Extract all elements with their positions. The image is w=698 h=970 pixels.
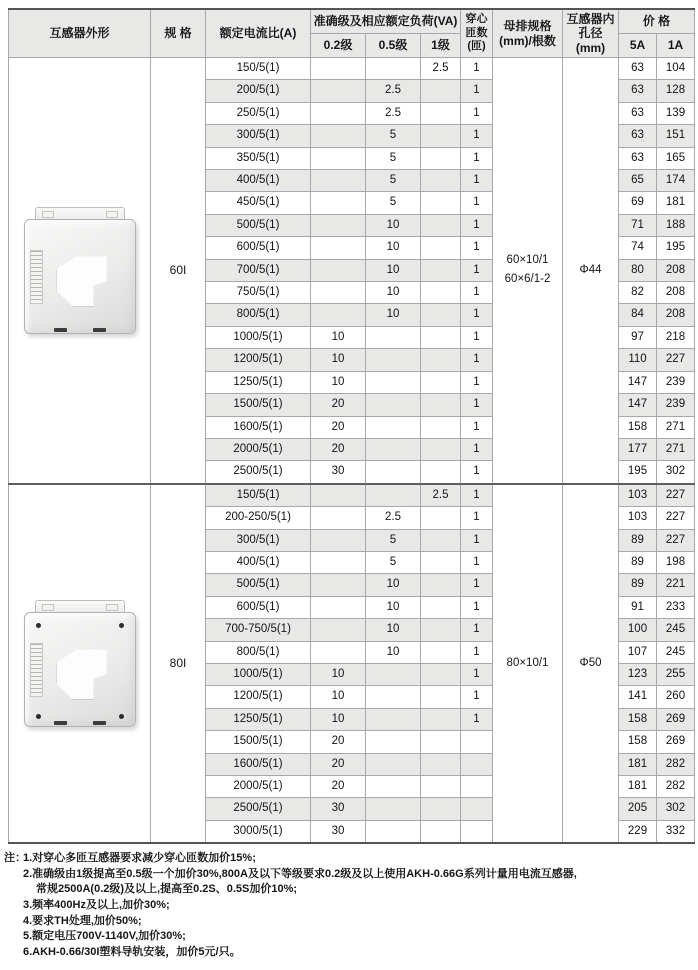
ratio-cell: 150/5(1)	[206, 484, 311, 507]
acc-1-cell	[421, 125, 461, 147]
price-1a-cell: 221	[657, 574, 695, 596]
turns-cell: 1	[461, 214, 493, 236]
acc-02-cell	[311, 529, 366, 551]
price-5a-cell: 181	[619, 776, 657, 798]
acc-1-cell	[421, 349, 461, 371]
turns-cell: 1	[461, 125, 493, 147]
acc-1-cell	[421, 663, 461, 685]
ratio-cell: 500/5(1)	[206, 574, 311, 596]
price-5a-cell: 71	[619, 214, 657, 236]
acc-1-cell	[421, 820, 461, 843]
ratio-cell: 1600/5(1)	[206, 753, 311, 775]
note-line: 常规2500A(0.2级)及以上,提高至0.2S、0.5S加价10%;	[36, 883, 298, 896]
notes-lines	[23, 851, 698, 960]
bore-cell: Φ44	[563, 58, 619, 484]
acc-05-cell: 10	[366, 304, 421, 326]
note-line: 6.AKH-0.66/30I塑料导轨安装，加价5元/只。	[23, 945, 241, 958]
acc-02-cell	[311, 507, 366, 529]
ratio-cell: 350/5(1)	[206, 147, 311, 169]
price-5a-cell: 107	[619, 641, 657, 663]
acc-02-cell: 30	[311, 461, 366, 484]
busbar-line: 80×10/1	[506, 656, 549, 669]
acc-1-cell	[421, 574, 461, 596]
price-1a-cell: 255	[657, 663, 695, 685]
price-5a-cell: 123	[619, 663, 657, 685]
price-1a-cell: 282	[657, 776, 695, 798]
transformer-foot	[54, 328, 67, 332]
price-1a-cell: 104	[657, 58, 695, 80]
turns-cell	[461, 776, 493, 798]
price-1a-cell: 302	[657, 461, 695, 484]
acc-1-cell	[421, 237, 461, 259]
price-1a-cell: 269	[657, 731, 695, 753]
acc-05-cell: 2.5	[366, 507, 421, 529]
price-1a-cell: 239	[657, 371, 695, 393]
ratio-cell: 2500/5(1)	[206, 461, 311, 484]
acc-05-cell: 10	[366, 214, 421, 236]
turns-cell: 1	[461, 394, 493, 416]
acc-1-cell	[421, 326, 461, 348]
turns-cell: 1	[461, 663, 493, 685]
acc-02-cell: 10	[311, 686, 366, 708]
price-1a-cell: 218	[657, 326, 695, 348]
price-5a-cell: 63	[619, 80, 657, 102]
price-5a-cell: 141	[619, 686, 657, 708]
acc-1-cell	[421, 282, 461, 304]
price-1a-cell: 227	[657, 349, 695, 371]
table-row	[9, 58, 695, 80]
header-turns: 穿心匝数(匝)	[461, 9, 493, 58]
acc-02-cell	[311, 147, 366, 169]
acc-02-cell	[311, 192, 366, 214]
acc-02-cell	[311, 259, 366, 281]
transformer-photo	[22, 597, 138, 729]
turns-cell	[461, 753, 493, 775]
turns-cell: 1	[461, 461, 493, 484]
price-1a-cell: 271	[657, 416, 695, 438]
acc-05-cell: 10	[366, 619, 421, 641]
ratio-cell: 3000/5(1)	[206, 820, 311, 843]
turns-cell: 1	[461, 304, 493, 326]
price-5a-cell: 65	[619, 170, 657, 192]
acc-05-cell	[366, 394, 421, 416]
price-5a-cell: 147	[619, 394, 657, 416]
transformer-foot	[54, 721, 67, 725]
ratio-cell: 250/5(1)	[206, 102, 311, 124]
acc-1-cell	[421, 708, 461, 730]
acc-1-cell	[421, 551, 461, 573]
acc-1-cell	[421, 170, 461, 192]
price-5a-cell: 97	[619, 326, 657, 348]
turns-cell: 1	[461, 416, 493, 438]
acc-1-cell	[421, 461, 461, 484]
acc-02-cell	[311, 214, 366, 236]
ratio-cell: 2500/5(1)	[206, 798, 311, 820]
turns-cell: 1	[461, 484, 493, 507]
acc-02-cell	[311, 237, 366, 259]
acc-05-cell	[366, 371, 421, 393]
acc-1-cell: 2.5	[421, 484, 461, 507]
acc-05-cell	[366, 663, 421, 685]
acc-1-cell	[421, 80, 461, 102]
acc-1-cell	[421, 416, 461, 438]
turns-cell: 1	[461, 551, 493, 573]
acc-02-cell: 20	[311, 753, 366, 775]
acc-1-cell	[421, 731, 461, 753]
turns-cell	[461, 731, 493, 753]
acc-02-cell: 20	[311, 438, 366, 460]
turns-cell: 1	[461, 58, 493, 80]
price-5a-cell: 181	[619, 753, 657, 775]
price-5a-cell: 158	[619, 731, 657, 753]
note-line: 1.对穿心多匝互感器要求减少穿心匝数加价15%;	[23, 852, 256, 865]
price-5a-cell: 110	[619, 349, 657, 371]
acc-02-cell	[311, 170, 366, 192]
price-1a-cell: 227	[657, 529, 695, 551]
table-row	[9, 484, 695, 507]
acc-1-cell	[421, 529, 461, 551]
acc-05-cell	[366, 708, 421, 730]
acc-05-cell: 5	[366, 125, 421, 147]
price-1a-cell: 260	[657, 686, 695, 708]
acc-02-cell	[311, 125, 366, 147]
acc-05-cell: 10	[366, 282, 421, 304]
acc-1-cell	[421, 686, 461, 708]
price-1a-cell: 208	[657, 304, 695, 326]
acc-02-cell	[311, 596, 366, 618]
price-1a-cell: 151	[657, 125, 695, 147]
price-5a-cell: 91	[619, 596, 657, 618]
turns-cell: 1	[461, 80, 493, 102]
price-1a-cell: 271	[657, 438, 695, 460]
turns-cell: 1	[461, 686, 493, 708]
spec-value: 60I	[151, 58, 206, 484]
transformer-foot	[93, 721, 106, 725]
price-1a-cell: 128	[657, 80, 695, 102]
acc-05-cell: 10	[366, 237, 421, 259]
turns-cell: 1	[461, 596, 493, 618]
ratio-cell: 1200/5(1)	[206, 349, 311, 371]
turns-cell: 1	[461, 349, 493, 371]
acc-05-cell	[366, 776, 421, 798]
acc-02-cell: 20	[311, 776, 366, 798]
price-5a-cell: 177	[619, 438, 657, 460]
acc-1-cell	[421, 753, 461, 775]
turns-cell: 1	[461, 371, 493, 393]
header-acc-02: 0.2级	[311, 34, 366, 58]
price-1a-cell: 195	[657, 237, 695, 259]
price-1a-cell: 181	[657, 192, 695, 214]
catalog-page	[0, 8, 698, 970]
ratio-cell: 1000/5(1)	[206, 326, 311, 348]
acc-05-cell	[366, 438, 421, 460]
acc-02-cell	[311, 102, 366, 124]
transformer-side-label	[30, 250, 43, 304]
turns-cell: 1	[461, 170, 493, 192]
acc-1-cell	[421, 102, 461, 124]
ratio-cell: 450/5(1)	[206, 192, 311, 214]
transformer-side-label	[30, 643, 43, 697]
price-1a-cell: 198	[657, 551, 695, 573]
price-5a-cell: 195	[619, 461, 657, 484]
price-1a-cell: 239	[657, 394, 695, 416]
price-1a-cell: 139	[657, 102, 695, 124]
price-5a-cell: 229	[619, 820, 657, 843]
note-line: 5.额定电压700V-1140V,加价30%;	[23, 930, 186, 943]
turns-cell: 1	[461, 438, 493, 460]
ratio-cell: 400/5(1)	[206, 551, 311, 573]
busbar-cell	[493, 484, 563, 844]
price-5a-cell: 89	[619, 574, 657, 596]
price-5a-cell: 147	[619, 371, 657, 393]
turns-cell: 1	[461, 641, 493, 663]
price-1a-cell: 174	[657, 170, 695, 192]
note-line: 4.要求TH处理,加价50%;	[23, 914, 142, 927]
price-1a-cell: 227	[657, 507, 695, 529]
header-acc-1: 1级	[421, 34, 461, 58]
price-5a-cell: 158	[619, 708, 657, 730]
acc-1-cell	[421, 798, 461, 820]
price-1a-cell: 208	[657, 282, 695, 304]
price-5a-cell: 205	[619, 798, 657, 820]
acc-02-cell: 30	[311, 820, 366, 843]
ratio-cell: 2000/5(1)	[206, 438, 311, 460]
turns-cell: 1	[461, 619, 493, 641]
acc-02-cell: 10	[311, 371, 366, 393]
acc-02-cell	[311, 484, 366, 507]
ratio-cell: 200/5(1)	[206, 80, 311, 102]
price-1a-cell: 302	[657, 798, 695, 820]
acc-02-cell	[311, 619, 366, 641]
spec-value: 80I	[151, 484, 206, 844]
header-price-1a: 1A	[657, 34, 695, 58]
price-1a-cell: 208	[657, 259, 695, 281]
turns-cell: 1	[461, 282, 493, 304]
acc-05-cell: 5	[366, 551, 421, 573]
header-price-group: 价 格	[619, 9, 695, 34]
ratio-cell: 150/5(1)	[206, 58, 311, 80]
acc-05-cell: 2.5	[366, 80, 421, 102]
busbar-cell	[493, 58, 563, 484]
acc-1-cell	[421, 641, 461, 663]
section-60I	[9, 58, 695, 484]
ratio-cell: 1000/5(1)	[206, 663, 311, 685]
acc-1-cell	[421, 776, 461, 798]
header-shape: 互感器外形	[9, 9, 151, 58]
acc-05-cell: 10	[366, 574, 421, 596]
price-5a-cell: 103	[619, 484, 657, 507]
acc-05-cell: 5	[366, 529, 421, 551]
price-5a-cell: 82	[619, 282, 657, 304]
acc-05-cell	[366, 326, 421, 348]
acc-1-cell	[421, 619, 461, 641]
acc-05-cell	[366, 484, 421, 507]
acc-02-cell: 10	[311, 349, 366, 371]
acc-05-cell	[366, 820, 421, 843]
acc-05-cell	[366, 686, 421, 708]
price-1a-cell: 165	[657, 147, 695, 169]
acc-05-cell	[366, 731, 421, 753]
ratio-cell: 700-750/5(1)	[206, 619, 311, 641]
turns-cell: 1	[461, 574, 493, 596]
acc-1-cell	[421, 147, 461, 169]
ratio-cell: 700/5(1)	[206, 259, 311, 281]
turns-cell: 1	[461, 259, 493, 281]
acc-05-cell	[366, 798, 421, 820]
ratio-cell: 800/5(1)	[206, 641, 311, 663]
acc-02-cell: 10	[311, 708, 366, 730]
acc-1-cell	[421, 214, 461, 236]
header-spec: 规 格	[151, 9, 206, 58]
price-5a-cell: 63	[619, 102, 657, 124]
acc-02-cell	[311, 551, 366, 573]
turns-cell	[461, 798, 493, 820]
price-5a-cell: 63	[619, 58, 657, 80]
price-5a-cell: 89	[619, 529, 657, 551]
acc-02-cell: 20	[311, 394, 366, 416]
ratio-cell: 1200/5(1)	[206, 686, 311, 708]
price-1a-cell: 245	[657, 619, 695, 641]
acc-05-cell	[366, 416, 421, 438]
acc-02-cell: 20	[311, 731, 366, 753]
header-acc-05: 0.5级	[366, 34, 421, 58]
section-80I	[9, 484, 695, 844]
acc-02-cell: 30	[311, 798, 366, 820]
ratio-cell: 1600/5(1)	[206, 416, 311, 438]
price-5a-cell: 80	[619, 259, 657, 281]
ratio-cell: 1500/5(1)	[206, 731, 311, 753]
turns-cell: 1	[461, 708, 493, 730]
notes-block	[2, 851, 698, 960]
acc-1-cell	[421, 596, 461, 618]
acc-02-cell	[311, 574, 366, 596]
header-accuracy-group: 准确级及相应额定负荷(VA)	[311, 9, 461, 34]
ratio-cell: 600/5(1)	[206, 237, 311, 259]
acc-1-cell: 2.5	[421, 58, 461, 80]
price-5a-cell: 100	[619, 619, 657, 641]
turns-cell	[461, 820, 493, 843]
turns-cell: 1	[461, 147, 493, 169]
acc-05-cell: 10	[366, 596, 421, 618]
acc-05-cell	[366, 461, 421, 484]
acc-02-cell: 10	[311, 663, 366, 685]
busbar-line: 60×10/1	[506, 254, 549, 267]
acc-02-cell	[311, 641, 366, 663]
price-1a-cell: 227	[657, 484, 695, 507]
price-5a-cell: 158	[619, 416, 657, 438]
acc-02-cell	[311, 304, 366, 326]
price-5a-cell: 63	[619, 125, 657, 147]
turns-cell: 1	[461, 192, 493, 214]
acc-05-cell	[366, 753, 421, 775]
turns-cell: 1	[461, 507, 493, 529]
ratio-cell: 1500/5(1)	[206, 394, 311, 416]
transformer-photo-cell	[9, 484, 151, 844]
price-5a-cell: 63	[619, 147, 657, 169]
acc-02-cell: 20	[311, 416, 366, 438]
spec-price-table	[8, 8, 695, 844]
acc-1-cell	[421, 192, 461, 214]
price-5a-cell: 74	[619, 237, 657, 259]
note-line: 3.频率400Hz及以上,加价30%;	[23, 899, 170, 911]
turns-cell: 1	[461, 529, 493, 551]
ratio-cell: 400/5(1)	[206, 170, 311, 192]
acc-02-cell	[311, 282, 366, 304]
acc-05-cell: 5	[366, 192, 421, 214]
acc-02-cell: 10	[311, 326, 366, 348]
transformer-photo	[22, 204, 138, 336]
turns-cell: 1	[461, 102, 493, 124]
price-5a-cell: 69	[619, 192, 657, 214]
ratio-cell: 200-250/5(1)	[206, 507, 311, 529]
acc-1-cell	[421, 371, 461, 393]
note-line: 2.准确级由1级提高至0.5级一个加价30%,800A及以下等级要求0.2级及以上使用AKH-0.66G系列计量用电流互感器,	[23, 867, 577, 880]
acc-05-cell: 10	[366, 641, 421, 663]
acc-1-cell	[421, 259, 461, 281]
price-1a-cell: 188	[657, 214, 695, 236]
table-header	[9, 9, 695, 58]
acc-02-cell	[311, 80, 366, 102]
price-1a-cell: 332	[657, 820, 695, 843]
price-5a-cell: 84	[619, 304, 657, 326]
acc-1-cell	[421, 438, 461, 460]
ratio-cell: 1250/5(1)	[206, 708, 311, 730]
ratio-cell: 600/5(1)	[206, 596, 311, 618]
header-price-5a: 5A	[619, 34, 657, 58]
turns-cell: 1	[461, 237, 493, 259]
price-1a-cell: 233	[657, 596, 695, 618]
acc-1-cell	[421, 304, 461, 326]
ratio-cell: 2000/5(1)	[206, 776, 311, 798]
ratio-cell: 300/5(1)	[206, 125, 311, 147]
transformer-photo-cell	[9, 58, 151, 484]
price-1a-cell: 269	[657, 708, 695, 730]
acc-05-cell	[366, 58, 421, 80]
header-busbar: 母排规格(mm)/根数	[493, 9, 563, 58]
price-5a-cell: 103	[619, 507, 657, 529]
price-1a-cell: 282	[657, 753, 695, 775]
acc-05-cell: 5	[366, 147, 421, 169]
ratio-cell: 800/5(1)	[206, 304, 311, 326]
acc-02-cell	[311, 58, 366, 80]
acc-05-cell: 10	[366, 259, 421, 281]
acc-05-cell: 5	[366, 170, 421, 192]
acc-1-cell	[421, 394, 461, 416]
price-1a-cell: 245	[657, 641, 695, 663]
busbar-line: 60×6/1-2	[504, 272, 551, 285]
acc-05-cell	[366, 349, 421, 371]
bore-cell: Φ50	[563, 484, 619, 844]
turns-cell: 1	[461, 326, 493, 348]
ratio-cell: 750/5(1)	[206, 282, 311, 304]
ratio-cell: 500/5(1)	[206, 214, 311, 236]
header-ratio: 额定电流比(A)	[206, 9, 311, 58]
acc-05-cell: 2.5	[366, 102, 421, 124]
transformer-foot	[93, 328, 106, 332]
header-row-1	[9, 9, 695, 34]
ratio-cell: 300/5(1)	[206, 529, 311, 551]
price-5a-cell: 89	[619, 551, 657, 573]
ratio-cell: 1250/5(1)	[206, 371, 311, 393]
header-bore: 互感器内孔径(mm)	[563, 9, 619, 58]
notes-label: 注：	[4, 852, 26, 865]
acc-1-cell	[421, 507, 461, 529]
